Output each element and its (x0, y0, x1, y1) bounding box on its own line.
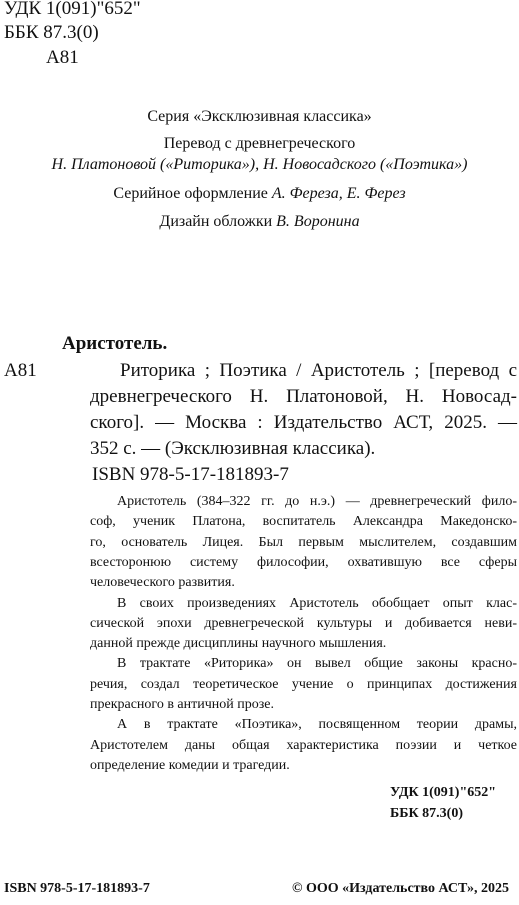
series-design-names: А. Фереза, Е. Ферез (271, 185, 406, 202)
annotation-line: определение комедии и трагедии. (90, 757, 290, 773)
record-author-heading: Аристотель. (62, 333, 168, 354)
record-line: ского]. — Москва : Издательство АСТ, 2025. — (90, 412, 517, 433)
annotation-udk: УДК 1(091)"652" (390, 785, 497, 800)
annotation-line: речия, создал теоретическое учение о принципах достижения (90, 676, 517, 692)
annotation-line: всесторонюю систему философии, охватившую все сферы (90, 554, 517, 570)
record-author-mark: А81 (4, 360, 37, 381)
annotation-line: А в трактате «Поэтика», посвященном теории драмы, (117, 717, 517, 733)
cover-design-line (0, 213, 519, 231)
annotation-line: соф, ученик Платона, воспитатель Александра Македонско- (90, 514, 517, 530)
translation-intro: Перевод с древнегреческого (163, 135, 356, 152)
annotation-line: го, основатель Лицея. Был первым мыслителем, создавшим (90, 534, 517, 550)
annotation-line: Аристотелем даны общая характеристика поэзии и четкое (90, 737, 517, 753)
record-line: Риторика ; Поэтика / Аристотель ; [перевод с (120, 360, 517, 381)
annotation-line: прекрасного в античной прозе. (90, 697, 275, 712)
series-design-line (0, 185, 519, 203)
cover-design-label: Дизайн обложки (159, 213, 277, 230)
translators-line: Н. Платоновой («Риторика»), Н. Новосадского («Поэтика») (51, 156, 468, 173)
annotation-line: данной прежде дисциплины научного мышления. (90, 636, 387, 652)
record-isbn: ISBN 978-5-17-181893-7 (92, 464, 289, 485)
udk-code: УДК 1(091)"652" (4, 0, 141, 19)
annotation-line: сической эпохи древнегреческой культуры и добивается неви- (90, 615, 517, 631)
footer-isbn: ISBN 978-5-17-181893-7 (4, 881, 150, 896)
record-line: древнегреческого Н. Платоновой, Н. Новосад- (90, 386, 517, 407)
bbk-code: ББК 87.3(0) (4, 22, 99, 43)
series-line: Серия «Эксклюзивная классика» (147, 108, 372, 125)
cover-design-name: В. Воронина (276, 213, 360, 230)
series-design-label: Серийное оформление (113, 185, 272, 202)
annotation-line: В своих произведениях Аристотель обобщает опыт клас- (117, 595, 517, 611)
footer-copyright: © ООО «Издательство АСТ», 2025 (292, 881, 510, 896)
annotation-line: В трактате «Риторика» он вывел общие законы красно- (117, 656, 517, 672)
annotation-line: человеческого развития. (90, 575, 235, 591)
author-mark: А81 (46, 47, 79, 68)
annotation-bbk: ББК 87.3(0) (390, 806, 463, 821)
annotation-line: Аристотель (384–322 гг. до н.э.) — древнегреческий фило- (117, 494, 517, 509)
record-line: 352 с. — (Эксклюзивная классика). (90, 438, 376, 459)
